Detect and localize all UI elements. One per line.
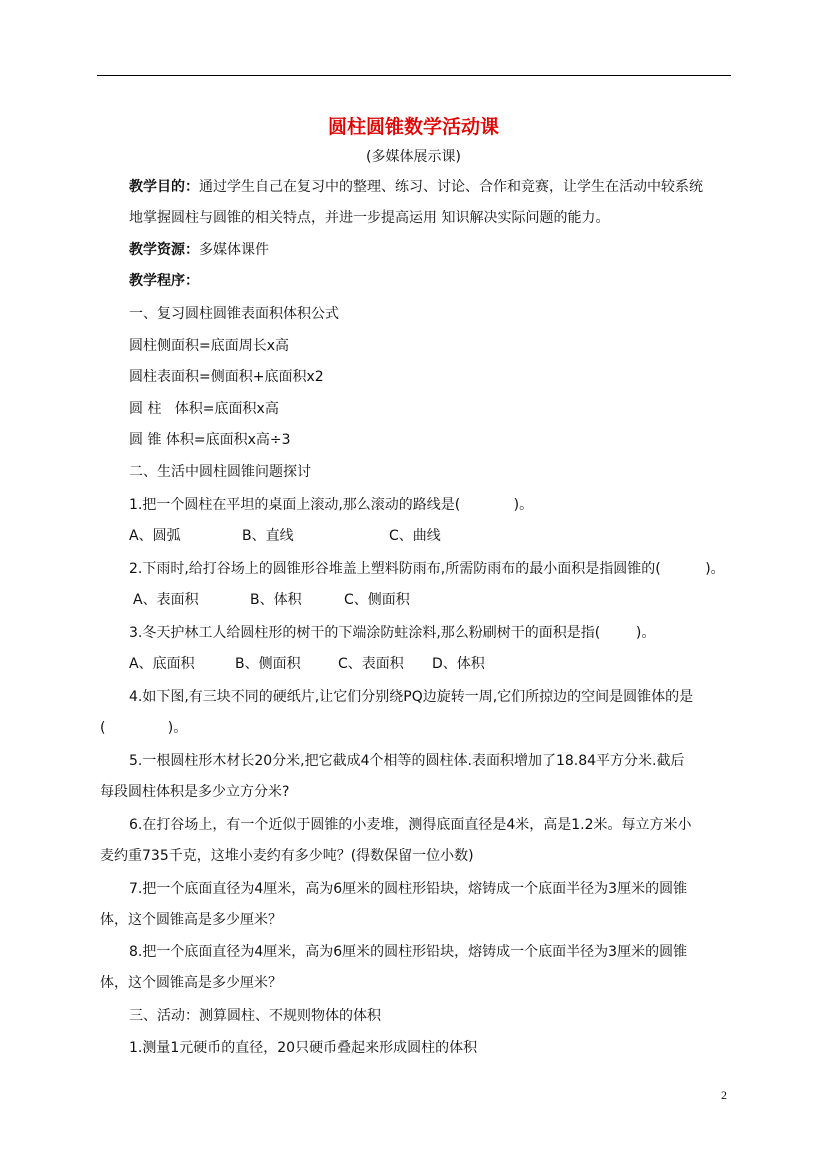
resource-label: 教学资源： — [129, 242, 199, 258]
formula-1: 圆柱侧面积=底面周长x高 — [129, 338, 290, 354]
question-3-options — [129, 655, 485, 673]
section-2-heading: 二、生活中圆柱圆锥问题探讨 — [129, 464, 311, 480]
q3-option-a: A、底面积 — [129, 656, 195, 672]
question-3: 3.冬天护林工人给圆柱形的树干的下端涂防蛀涂料,那么粉刷树干的面积是指( )。 — [129, 625, 656, 641]
question-1: 1.把一个圆柱在平坦的桌面上滚动,那么滚动的路线是( )。 — [129, 497, 534, 513]
q1-option-b: B、直线 — [242, 528, 294, 544]
section-3-heading: 三、活动：测算圆柱、不规则物体的体积 — [129, 1008, 381, 1024]
question-5-line-2: 每段圆柱体积是多少立方分米? — [100, 784, 290, 800]
question-4-line-1: 4.如下图,有三块不同的硬纸片,让它们分别绕PQ边旋转一周,它们所掠边的空间是圆锥体的是 — [129, 689, 694, 705]
question-8-line-1: 8.把一个底面直径为4厘米，高为6厘米的圆柱形铅块，熔铸成一个底面半径为3厘米的圆锥 — [129, 944, 688, 960]
page-title: 圆柱圆锥数学活动课 — [327, 116, 499, 138]
q2-option-b: B、体积 — [250, 592, 302, 608]
page-subtitle: (多媒体展示课) — [366, 149, 461, 165]
question-2: 2.下雨时,给打谷场上的圆锥形谷堆盖上塑料防雨布,所需防雨布的最小面积是指圆锥的( )。 — [129, 561, 725, 577]
formula-2: 圆柱表面积=侧面积+底面积x2 — [129, 369, 324, 385]
q2-option-a: A、表面积 — [133, 592, 199, 608]
procedure-label: 教学程序： — [129, 273, 199, 289]
q1-option-a: A、圆弧 — [129, 528, 181, 544]
question-7-line-1: 7.把一个底面直径为4厘米，高为6厘米的圆柱形铅块，熔铸成一个底面半径为3厘米的圆锥 — [129, 881, 688, 897]
formula-4: 圆 锥 体积=底面积x高÷3 — [129, 432, 291, 448]
activity-1: 1.测量1元硬币的直径，20只硬币叠起来形成圆柱的体积 — [129, 1040, 478, 1056]
question-6-line-2: 麦约重735千克，这堆小麦约有多少吨？(得数保留一位小数) — [100, 848, 474, 864]
header-rule — [97, 75, 731, 76]
q3-option-c: C、表面积 — [338, 656, 404, 672]
q3-option-b: B、侧面积 — [235, 656, 301, 672]
q1-option-c: C、曲线 — [389, 528, 441, 544]
section-1-heading: 一、复习圆柱圆锥表面积体积公式 — [129, 306, 339, 322]
question-2-options — [133, 591, 410, 609]
goal-label: 教学目的： — [129, 179, 199, 195]
question-6-line-1: 6.在打谷场上，有一个近似于圆锥的小麦堆，测得底面直径是4米，高是1.2米。每立方米小 — [129, 817, 692, 833]
q3-option-d: D、体积 — [432, 656, 485, 672]
goal-line-2: 地掌握圆柱与圆锥的相关特点，并进一步提高运用 知识解决实际问题的能力。 — [129, 210, 610, 226]
resource-line — [129, 241, 269, 259]
question-1-options — [129, 527, 441, 545]
question-8-line-2: 体，这个圆锥高是多少厘米？ — [100, 975, 282, 991]
question-5-line-1: 5.一根圆柱形木材长20分米,把它截成4个相等的圆柱体.表面积增加了18.84平方分米.截后 — [129, 753, 685, 769]
question-4-line-2: ( )。 — [100, 720, 188, 736]
goal-line-1 — [129, 178, 703, 196]
goal-text-1: 通过学生自己在复习中的整理、练习、讨论、合作和竞赛，让学生在活动中较系统 — [199, 179, 703, 195]
page-number: 2 — [721, 1088, 727, 1102]
question-7-line-2: 体，这个圆锥高是多少厘米？ — [100, 912, 282, 928]
resource-text: 多媒体课件 — [199, 242, 269, 258]
q2-option-c: C、侧面积 — [344, 592, 410, 608]
formula-3: 圆 柱 体积=底面积x高 — [129, 401, 279, 417]
